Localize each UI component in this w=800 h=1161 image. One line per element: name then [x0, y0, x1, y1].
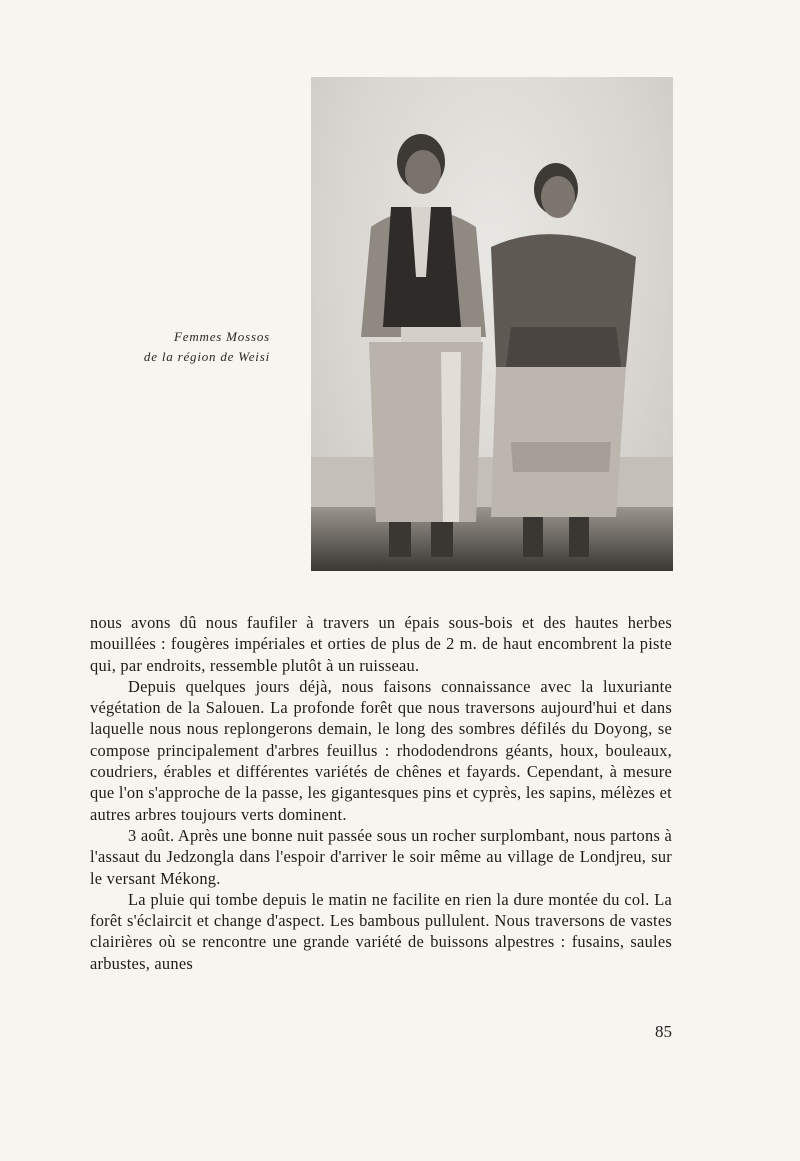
- caption-line-1: Femmes Mossos: [174, 329, 270, 344]
- right-woman-figure: [491, 163, 636, 557]
- paragraph-continuation: nous avons dû nous faufiler à travers un épais sous-bois et des hautes herbes mouillées : fougères impériales et orties de plus de 2 m. de haut encombrent la piste qui, par endroits, ressemble plutôt à un ruisseau.: [90, 613, 672, 675]
- photograph-two-women: [311, 77, 673, 571]
- photograph-illustration: [311, 77, 673, 571]
- paragraph: 3 août. Après une bonne nuit passée sous un rocher surplombant, nous partons à l'assaut du Jedzongla dans l'espoir d'arriver le soir même au village de Londjreu, sur le versant Mékong.: [90, 825, 672, 888]
- paragraph: Depuis quelques jours déjà, nous faisons connaissance avec la luxuriante végétation de la Salouen. La profonde forêt que nous traversons aujourd'hui et dans laquelle nous nous replongerons demain, le long des sombres défilés du Doyong, se compose principalement d'arbres feuillus : rhododendrons géants, houx, bouleaux, coudriers, érables et différentes variétés de chênes et fayards. Cependant, à mesure que l'on s'approche de la passe, les gigantesques pins et cyprès, les sapins, mélèzes et autres arbres toujours verts dominent.: [90, 676, 672, 824]
- paragraph: La pluie qui tombe depuis le matin ne facilite en rien la dure montée du col. La forêt s'éclaircit et change d'aspect. Les bambous pullulent. Nous traversons de vastes clairières où se rencontre une grande variété de buissons alpestres : fusains, saules arbustes, aunes: [90, 889, 672, 973]
- page-number: 85: [655, 1022, 672, 1041]
- figure-caption: [120, 327, 270, 367]
- caption-line-2: de la région de Weisi: [143, 349, 270, 364]
- left-woman-figure: [361, 134, 486, 557]
- body-text: [90, 612, 672, 974]
